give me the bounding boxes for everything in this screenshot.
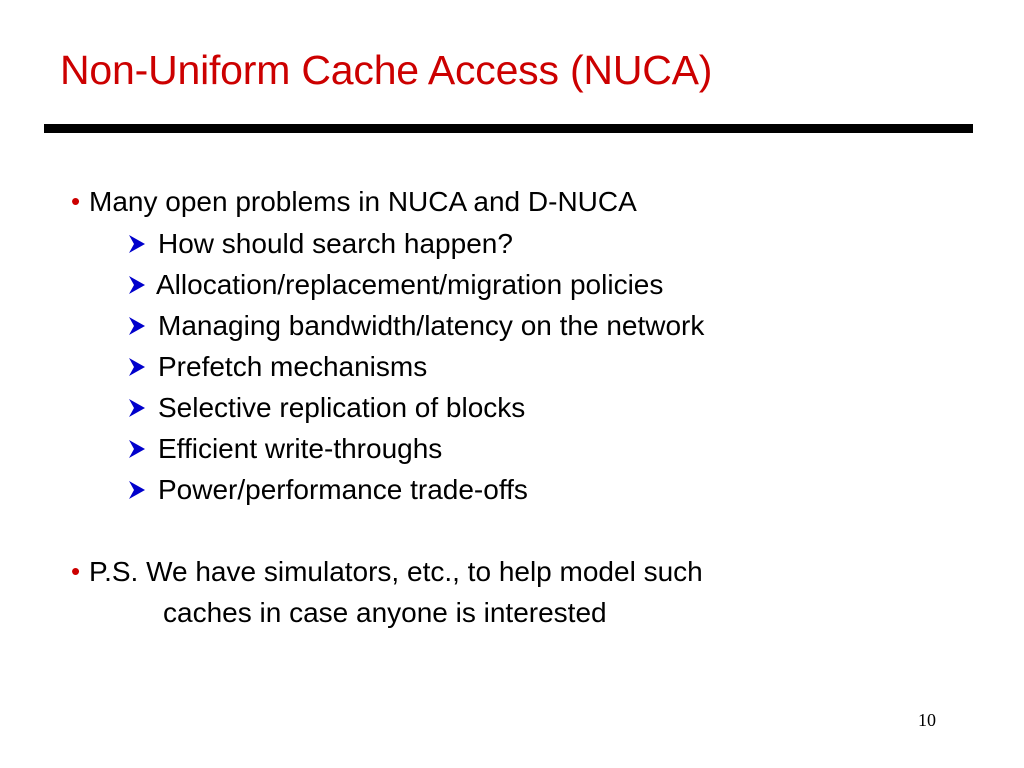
arrowhead-bullet-icon [126,274,148,296]
sub-item-text: Power/performance trade-offs [158,474,528,505]
arrowhead-bullet-icon [126,315,148,337]
page-number: 10 [918,710,936,730]
bullet-dot-icon: • [71,556,81,586]
sub-item-text: Allocation/replacement/migration policies [156,269,664,300]
sub-item-text: Prefetch mechanisms [158,351,428,382]
sub-item-text: Efficient write-throughs [158,433,443,464]
sub-item-text: Selective replication of blocks [158,392,526,423]
sub-item-text: Managing bandwidth/latency on the network [158,310,705,341]
sub-item-text: How should search happen? [158,228,513,259]
arrowhead-bullet-icon [126,356,148,378]
arrowhead-bullet-icon [126,438,148,460]
slide-title: Non-Uniform Cache Access (NUCA) [60,47,713,93]
arrowhead-bullet-icon [126,479,148,501]
arrowhead-bullet-icon [126,397,148,419]
bullet-continuation-text: caches in case anyone is interested [163,597,607,628]
bullet-dot-icon: • [71,186,81,216]
bullet-text: P.S. We have simulators, etc., to help model such [89,556,703,587]
title-divider [44,124,973,133]
bullet-text: Many open problems in NUCA and D-NUCA [89,186,637,217]
arrowhead-bullet-icon [126,233,148,255]
